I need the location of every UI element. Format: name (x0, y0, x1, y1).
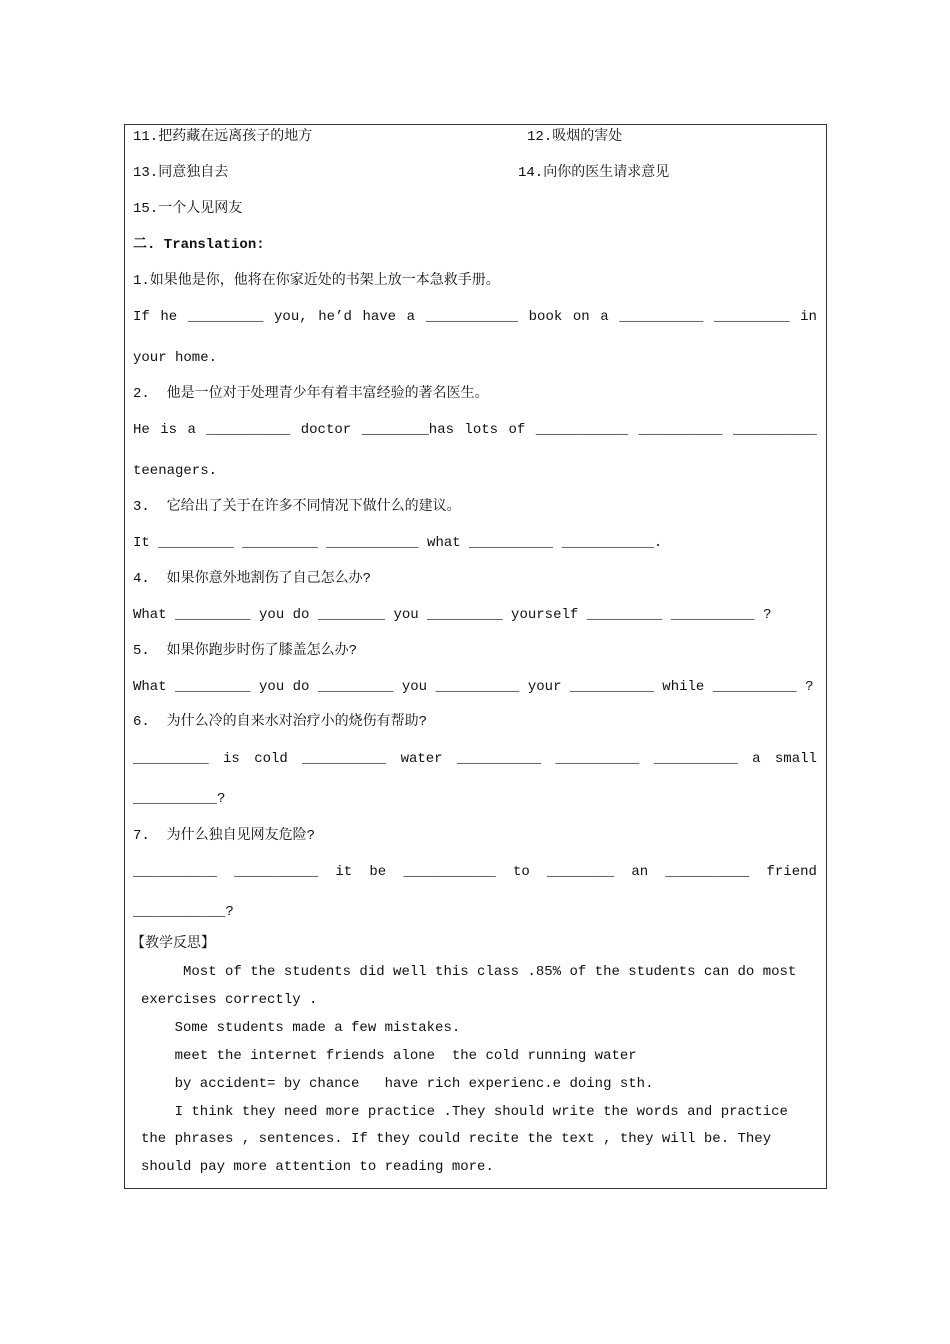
reflection-line: exercises correctly . (141, 991, 318, 1008)
answer-blank[interactable]: __________ (638, 422, 723, 438)
word: a (752, 751, 761, 767)
answer-blank[interactable]: __________ (555, 751, 640, 767)
word: book (528, 309, 563, 325)
answer-blank[interactable]: __________ (456, 751, 541, 767)
reflection-line: by accident= by chance have rich experienc.e doing sth. (141, 1075, 654, 1092)
reflection-line: the phrases , sentences. If they could recite the text , they will be. They (141, 1131, 772, 1148)
answer-blank[interactable]: __________ (206, 422, 291, 438)
word: a (187, 422, 196, 438)
word: you, (274, 309, 308, 325)
q4-line: What _________ you do ________ you _________ yourself _________ __________ ? (133, 607, 772, 623)
word: small (774, 751, 817, 767)
word: is (160, 422, 178, 438)
q3-chinese: 3. 它给出了关于在许多不同情况下做什么的建议。 (133, 499, 461, 515)
word: of (508, 422, 526, 438)
q6-line2: __________? (133, 791, 226, 807)
word: have (362, 309, 397, 325)
answer-blank[interactable]: ___________ (403, 864, 496, 880)
q2-chinese: 2. 他是一位对于处理青少年有着丰富经验的著名医生。 (133, 386, 489, 402)
reflection-line: Most of the students did well this class .85% of the students can do most (141, 964, 797, 980)
q5-chinese: 5. 如果你跑步时伤了膝盖怎么办? (133, 643, 358, 659)
word: friend (766, 864, 817, 880)
answer-blank[interactable]: __________ (234, 864, 319, 880)
reflection-line: meet the internet friends alone the cold running water (141, 1047, 637, 1064)
answer-blank[interactable]: ________ (546, 864, 615, 880)
answer-blank[interactable]: _________ (133, 751, 209, 767)
answer-blank[interactable]: _________ (713, 309, 790, 325)
q4-chinese: 4. 如果你意外地割伤了自己怎么办? (133, 571, 372, 587)
phrase-14: 14.向你的医生请求意见 (518, 165, 670, 181)
word: he (160, 309, 178, 325)
answer-blank[interactable]: __________ (619, 309, 704, 325)
word: lots (464, 422, 499, 438)
word: If (133, 309, 150, 325)
word: doctor (300, 422, 352, 438)
q1-line (133, 308, 817, 326)
word: cold (254, 751, 288, 767)
answer-blank[interactable]: __________ (732, 422, 817, 438)
q2-line (133, 421, 817, 439)
q1-chinese: 1.如果他是你，他将在你家近处的书架上放一本急救手册。 (133, 273, 500, 289)
q7-line (133, 863, 817, 881)
q5-line: What _________ you do _________ you __________ your __________ while __________ ? (133, 679, 814, 695)
phrase-11: 11.把药藏在远离孩子的地方 (133, 129, 313, 145)
q6-line (133, 750, 817, 768)
word: He (133, 422, 150, 438)
word: it (335, 864, 353, 880)
word: he’d (318, 309, 352, 325)
reflection-line: Some students made a few mistakes. (141, 1019, 461, 1036)
answer-blank[interactable]: __________ (302, 751, 387, 767)
answer-blank[interactable]: __________ (665, 864, 750, 880)
phrase-15: 15.一个人见网友 (133, 201, 243, 217)
word: be (369, 864, 387, 880)
word: an (631, 864, 649, 880)
answer-blank[interactable]: ___________ (425, 309, 519, 325)
q1-line2: your home. (133, 350, 218, 366)
word: a (406, 309, 416, 325)
word: is (223, 751, 240, 767)
q7-line2: ___________? (133, 904, 234, 920)
word: water (400, 751, 443, 767)
section-title: 二. Translation: (133, 237, 265, 253)
phrase-13: 13.同意独自去 (133, 165, 229, 181)
answer-blank[interactable]: ________has (361, 422, 454, 438)
word: to (512, 864, 530, 880)
q2-line2: teenagers. (133, 463, 218, 479)
answer-blank[interactable]: __________ (653, 751, 738, 767)
answer-blank[interactable]: __________ (133, 864, 218, 880)
answer-blank[interactable]: _________ (187, 309, 264, 325)
reflection-line: should pay more attention to reading more. (141, 1159, 494, 1176)
word: on (572, 309, 590, 325)
q6-chinese: 6. 为什么冷的自来水对治疗小的烧伤有帮助? (133, 714, 428, 730)
word: in (800, 309, 817, 325)
answer-blank[interactable]: ___________ (535, 422, 629, 438)
q3-line: It _________ _________ ___________ what __________ ___________. (133, 535, 663, 551)
reflection-title: 【教学反思】 (131, 936, 215, 952)
word: a (600, 309, 609, 325)
reflection-line: I think they need more practice .They should write the words and practice (141, 1103, 788, 1120)
q7-chinese: 7. 为什么独自见网友危险? (133, 828, 316, 844)
phrase-12: 12.吸烟的害处 (527, 129, 623, 145)
